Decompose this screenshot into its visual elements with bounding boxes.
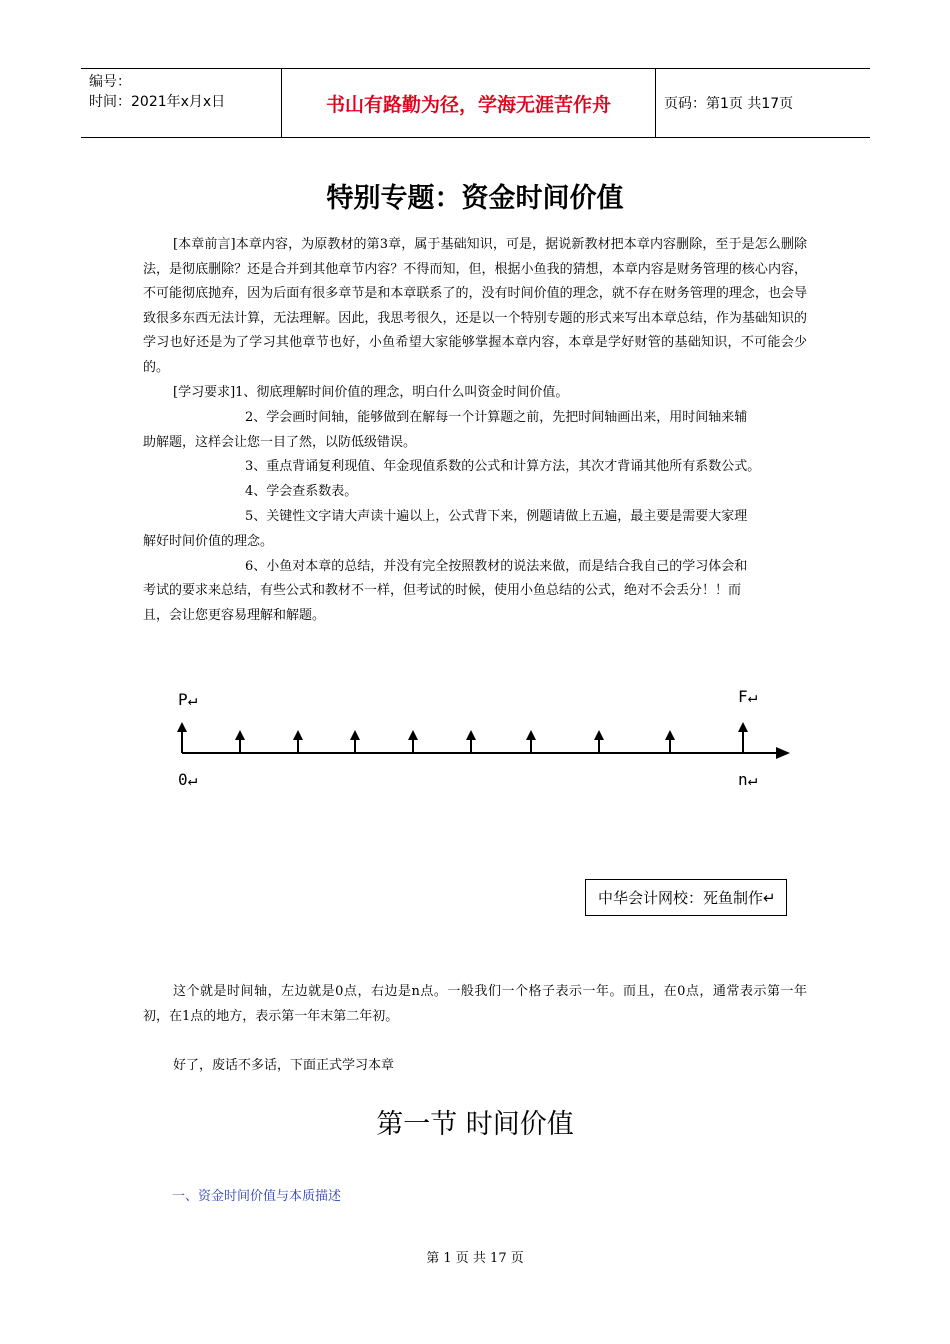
label-end: n↵ xyxy=(738,770,758,789)
page-footer: 第 1 页 共 17 页 xyxy=(426,1251,524,1266)
explain-paragraph xyxy=(143,980,807,1029)
requirement-1: [学习要求]1、彻底理解时间价值的理念，明白什么叫资金时间价值。 xyxy=(173,385,569,400)
page-title: 特别专题：资金时间价值 xyxy=(326,183,624,214)
tick-arrowhead xyxy=(665,730,675,740)
requirement-5-cont: 解好时间价值的理念。 xyxy=(143,533,274,549)
label-p: P↵ xyxy=(178,690,198,709)
lead-in-paragraph xyxy=(143,1054,807,1079)
tick-arrowhead xyxy=(408,730,418,740)
requirement-4: 4、学会查系数表。 xyxy=(245,484,358,500)
requirement-6: 6、小鱼对本章的总结，并没有完全按照教材的说法来做，而是结合我自己的学习体会和 xyxy=(245,558,748,574)
header-motto: 书山有路勤为径，学海无涯苦作舟 xyxy=(281,69,656,137)
requirement-3: 3、重点背诵复利现值、年金现值系数的公式和计算方法，其次才背诵其他所有系数公式。 xyxy=(245,459,761,475)
requirement-6-cont2: 且，会让您更容易理解和解题。 xyxy=(143,608,326,624)
tick-arrowhead-f xyxy=(738,722,748,732)
requirement-5: 5、关键性文字请大声读十遍以上，公式背下来，例题请做上五遍，最主要是需要大家理 xyxy=(245,508,748,524)
header-page-info: 页码：第1页 共17页 xyxy=(664,96,794,112)
lead-in-text: 好了，废话不多话，下面正式学习本章 xyxy=(173,1058,395,1073)
intro-paragraph xyxy=(143,233,807,380)
requirements-list xyxy=(143,381,807,629)
section-title: 第一节 时间价值 xyxy=(376,1109,574,1140)
label-start: 0↵ xyxy=(178,770,198,789)
number-label: 编号： xyxy=(89,74,131,90)
time-label: 时间：2021年x月x日 xyxy=(89,94,226,110)
tick-arrowhead xyxy=(293,730,303,740)
tick-arrows xyxy=(177,722,748,753)
header-meta xyxy=(81,69,281,137)
axis-arrowhead xyxy=(776,747,790,759)
credit-stamp: 中华会计网校：死鱼制作↵ xyxy=(585,879,787,916)
subsection-heading: 一、资金时间价值与本质描述 xyxy=(172,1189,342,1204)
tick-arrowhead xyxy=(235,730,245,740)
requirement-6-cont: 考试的要求来总结，有些公式和教材不一样，但考试的时候，使用小鱼总结的公式，绝对不会丢分！！而 xyxy=(143,583,742,599)
header-table xyxy=(81,68,870,138)
requirement-2-cont: 助解题，这样会让您一目了然，以防低级错误。 xyxy=(143,434,417,450)
intro-text: [本章前言]本章内容，为原教材的第3章，属于基础知识，可是，据说新教材把本章内容删除，至于是怎么删除法，是彻底删除？还是合并到其他章节内容？不得而知，但，根据小鱼我的猜想，本章内容是财务管理的核心内容，不可能彻底抛弃，因为后面有很多章节是和本章联系了的，没有时间价值的理念，就不存在财务管理的理念，也会导致很多东西无法计算，无法理解。因此，我思考很久，还是以一个特别专题的形式来写出本章总结，作为基础知识的学习也好还是为了学习其他章节也好，小鱼希望大家能够掌握本章内容，本章是学好财管的基础知识，不可能会少的。 xyxy=(143,237,807,375)
tick-arrowhead xyxy=(594,730,604,740)
requirement-2: 2、学会画时间轴，能够做到在解每一个计算题之前，先把时间轴画出来，用时间轴来辅 xyxy=(245,409,748,425)
label-f: F↵ xyxy=(738,687,758,706)
tick-arrowhead xyxy=(526,730,536,740)
tick-arrowhead xyxy=(350,730,360,740)
tick-arrowhead-p xyxy=(177,722,187,732)
explain-text: 这个就是时间轴，左边就是0点，右边是n点。一般我们一个格子表示一年。而且，在0点，通常表示第一年初，在1点的地方，表示第一年末第二年初。 xyxy=(143,984,807,1024)
tick-arrowhead xyxy=(466,730,476,740)
timeline-diagram xyxy=(170,680,800,800)
